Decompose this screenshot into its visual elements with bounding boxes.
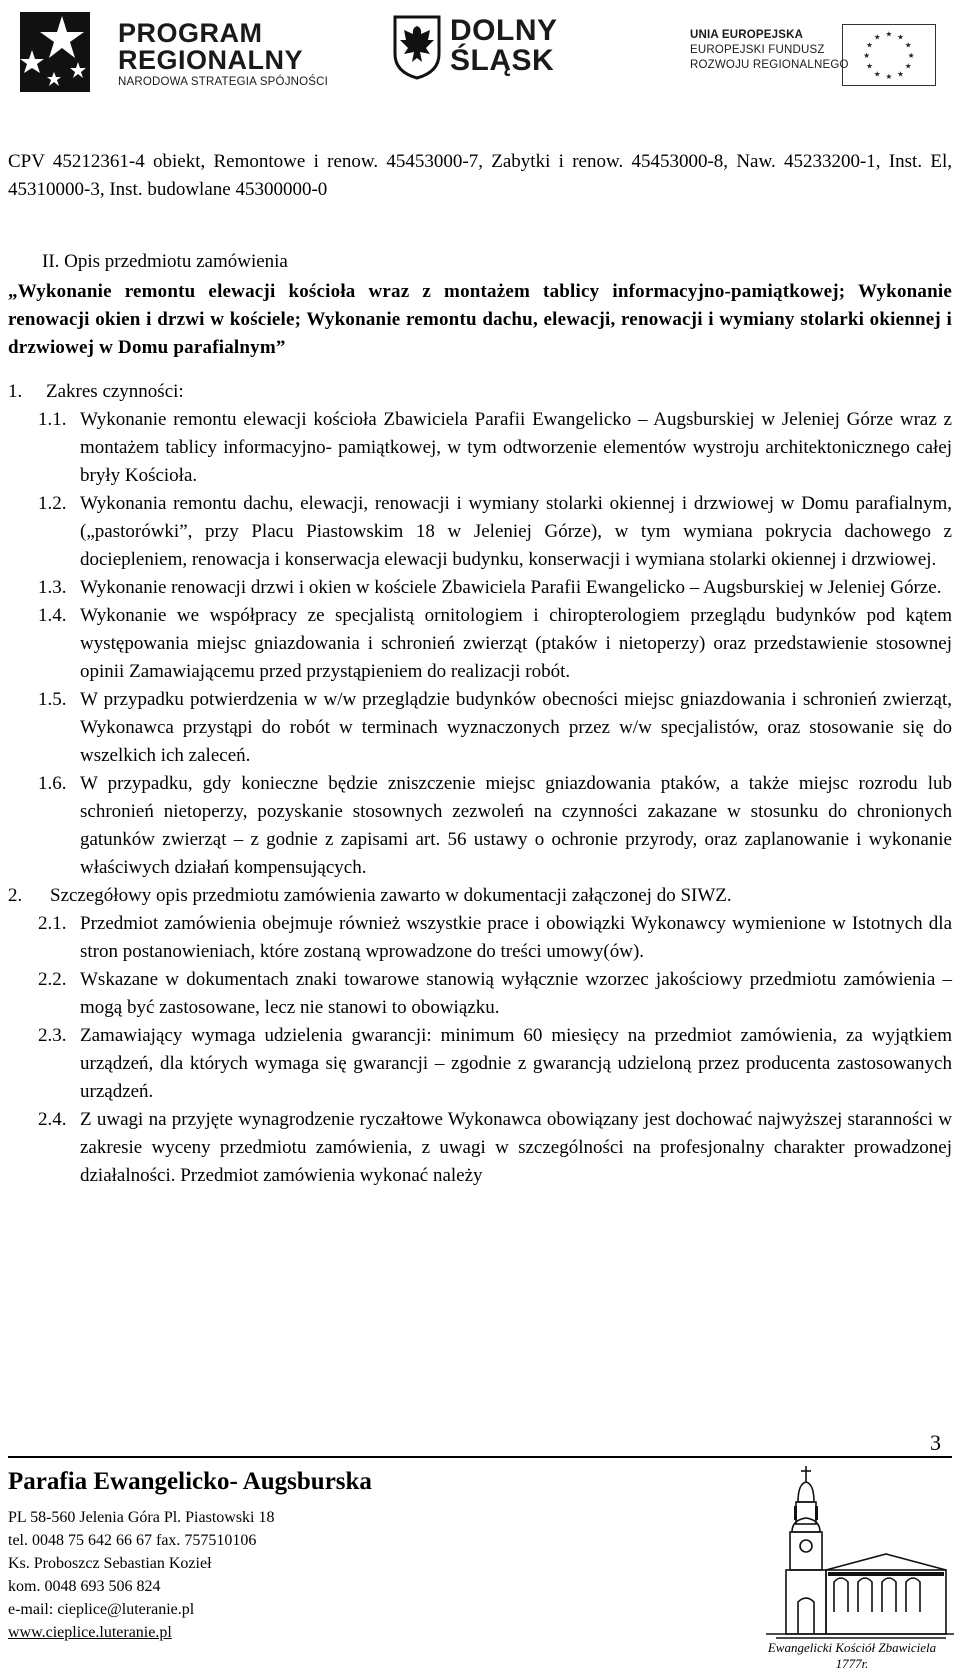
list-item — [38, 406, 952, 490]
program-regionalny-emblem-icon — [14, 2, 110, 98]
item-number: 2.1. — [38, 913, 67, 934]
item-number: 1.1. — [38, 409, 67, 430]
church-caption — [752, 1640, 952, 1672]
list-item — [38, 1106, 952, 1190]
footer-address: PL 58-560 Jelenia Góra Pl. Piastowski 18 — [8, 1509, 275, 1526]
item-number: 1.4. — [38, 605, 67, 626]
program-title-line1: PROGRAM — [118, 18, 263, 48]
page-footer — [8, 1462, 708, 1644]
program-regionalny-logo — [14, 2, 329, 98]
list-item — [8, 378, 952, 406]
footer-divider — [8, 1456, 952, 1458]
eu-line2: EUROPEJSKI FUNDUSZ — [690, 44, 825, 56]
subject-title: „Wykonanie remontu elewacji kościoła wraz z montażem tablicy informacyjno-pamiątkowej; Wykonanie renowacji okien i drzwi w kościele; Wykonanie remontu dachu, elewacji, renowacji i wymiany stolarki okiennej i drzwiowej w Domu parafialnym” — [8, 281, 952, 358]
eagle-coat-of-arms-icon — [392, 14, 442, 80]
svg-text:★: ★ — [866, 61, 874, 71]
svg-text:★: ★ — [873, 69, 881, 79]
item-text: Przedmiot zamówienia obejmuje również wszystkie prace i obowiązki Wykonawcy wymienione w Istotnych dla stron postanowieniach, które zostaną wprowadzone do treści umowy(ów). — [80, 913, 952, 962]
item-text: Wykonanie renowacji drzwi i okien w kościele Zbawiciela Parafii Ewangelicko – Augsburskiej w Jeleniej Górze. — [80, 577, 942, 598]
svg-text:★: ★ — [904, 61, 912, 71]
item-text: Zamawiający wymaga udzielenia gwarancji: minimum 60 miesięcy na przedmiot zamówienia, za wyjątkiem urządzeń, dla których wymaga się gwarancji – zgodnie z gwarancją udzieloną przez producenta zastosowanych urządzeń. — [80, 1025, 952, 1102]
item-text: Wykonanie remontu elewacji kościoła Zbawiciela Parafii Ewangelicko – Augsburskiej w Jeleniej Górze wraz z montażem tablicy informacyjno- pamiątkowej, w tym odtworzenie elementów wystroju architektonicznego całej bryły Kościoła. — [80, 409, 952, 486]
page-header — [0, 0, 960, 100]
church-caption-line2: 1777r. — [835, 1656, 869, 1671]
svg-text:★: ★ — [904, 40, 912, 50]
list-item — [8, 882, 952, 910]
church-caption-line1: Ewangelicki Kościół Zbawiciela — [767, 1640, 937, 1655]
item-number: 2.3. — [38, 1025, 67, 1046]
footer-mobile: kom. 0048 693 506 824 — [8, 1578, 161, 1595]
eu-line3: ROZWOJU REGIONALNEGO — [690, 59, 849, 71]
footer-phone: tel. 0048 75 642 66 67 fax. 757510106 — [8, 1532, 257, 1549]
list-item — [38, 686, 952, 770]
item-number: 1.6. — [38, 773, 67, 794]
list-item — [38, 966, 952, 1022]
svg-text:★: ★ — [873, 32, 881, 42]
svg-text:★: ★ — [863, 50, 871, 60]
item-text: Wskazane w dokumentach znaki towarowe stanowią wyłącznie wzorzec jakościowy przedmiotu zamówienia – mogą być zastosowane, lecz nie stanowi to obowiązku. — [80, 969, 952, 1018]
svg-text:★: ★ — [885, 72, 893, 82]
dolny-slask-logo — [392, 14, 592, 94]
eu-line1: UNIA EUROPEJSKA — [690, 29, 804, 41]
program-subtitle: NARODOWA STRATEGIA SPÓJNOŚCI — [118, 76, 329, 88]
item-text: W przypadku, gdy konieczne będzie zniszczenie miejsc gniazdowania ptaków, a także miejsc rozrodu lub schronień nietoperzy, pozyskanie stosownych zezwoleń na czynności zakazane w stosunku do chronionych gatunków zwierząt – z godnie z zapisami art. 56 ustawy o ochronie przyrody, oraz zaplanowanie i wykonanie właściwych działań kompensujących. — [80, 773, 952, 878]
item-text: Zakres czynności: — [46, 381, 184, 402]
svg-text:★: ★ — [897, 32, 905, 42]
item-number: 1. — [8, 381, 23, 402]
footer-email: e-mail: cieplice@luteranie.pl — [8, 1601, 195, 1618]
cpv-codes: CPV 45212361-4 obiekt, Remontowe i renow. 45453000-7, Zabytki i renow. 45453000-8, Naw. 45233200-1, Inst. El, 45310000-3, Inst. budowlane 45300000-0 — [8, 151, 952, 200]
document-body — [8, 148, 952, 1190]
footer-priest: Ks. Proboszcz Sebastian Kozieł — [8, 1555, 212, 1572]
dolny-slask-line1: DOLNY — [450, 14, 558, 47]
item-text: W przypadku potwierdzenia w w/w przeglądzie budynków obecności miejsc gniazdowania i schronień zwierząt, Wykonawca przystąpi do robót w terminach wyznaczonych przez w/w specjalistów, oraz stosowanie się do wszelkich ich zaleceń. — [80, 689, 952, 766]
list-item — [38, 1022, 952, 1106]
svg-text:★: ★ — [885, 29, 893, 39]
list-item — [38, 490, 952, 574]
list-item — [38, 910, 952, 966]
svg-text:★: ★ — [907, 50, 915, 60]
svg-text:★: ★ — [866, 40, 874, 50]
section-title: II. Opis przedmiotu zamówienia — [42, 251, 288, 272]
eu-logo — [690, 24, 950, 94]
item-number: 2.4. — [38, 1109, 67, 1130]
program-title-line2: REGIONALNY — [118, 45, 304, 75]
item-text: Szczegółowy opis przedmiotu zamówienia zawarto w dokumentacji załączonej do SIWZ. — [50, 885, 732, 906]
svg-text:★: ★ — [897, 69, 905, 79]
item-number: 1.2. — [38, 493, 67, 514]
item-number: 2. — [8, 885, 23, 906]
item-number: 1.3. — [38, 577, 67, 598]
eu-flag-icon — [842, 24, 936, 86]
page-number: 3 — [930, 1430, 941, 1455]
list-item — [38, 602, 952, 686]
footer-website-link[interactable]: www.cieplice.luteranie.pl — [8, 1624, 172, 1641]
item-number: 1.5. — [38, 689, 67, 710]
item-text: Z uwagi na przyjęte wynagrodzenie ryczałtowe Wykonawca obowiązany jest dochować najwyższej staranności w zakresie wyceny przedmiotu zamówienia, z uwagi w szczególności na profesjonalny charakter prowadzonej działalności. Przedmiot zamówienia wykonać należy — [80, 1109, 952, 1186]
dolny-slask-line2: ŚLĄSK — [450, 44, 555, 77]
item-text: Wykonania remontu dachu, elewacji, renowacji i wymiany stolarki okiennej i drzwiowej w Domu parafialnym, („pastorówki”, przy Placu Piastowskim 18 w Jeleniej Górze), w tym wymiana pokrycia dachowego z dociepleniem, renowacja i konserwacja elewacji budynku, konserwacji i wymiana stolarki okiennej i drzwiowej. — [80, 493, 952, 570]
footer-organization: Parafia Ewangelicko- Augsburska — [8, 1468, 372, 1495]
list-item — [38, 770, 952, 882]
item-number: 2.2. — [38, 969, 67, 990]
item-text: Wykonanie we współpracy ze specjalistą ornitologiem i chiropterologiem przeglądu budynków pod kątem występowania miejsc gniazdowania i schronień zwierząt (ptaków i nietoperzy) oraz przedstawienie stosownej opinii Zamawiającemu przed przystąpieniem do realizacji robót. — [80, 605, 952, 682]
list-item — [38, 574, 952, 602]
